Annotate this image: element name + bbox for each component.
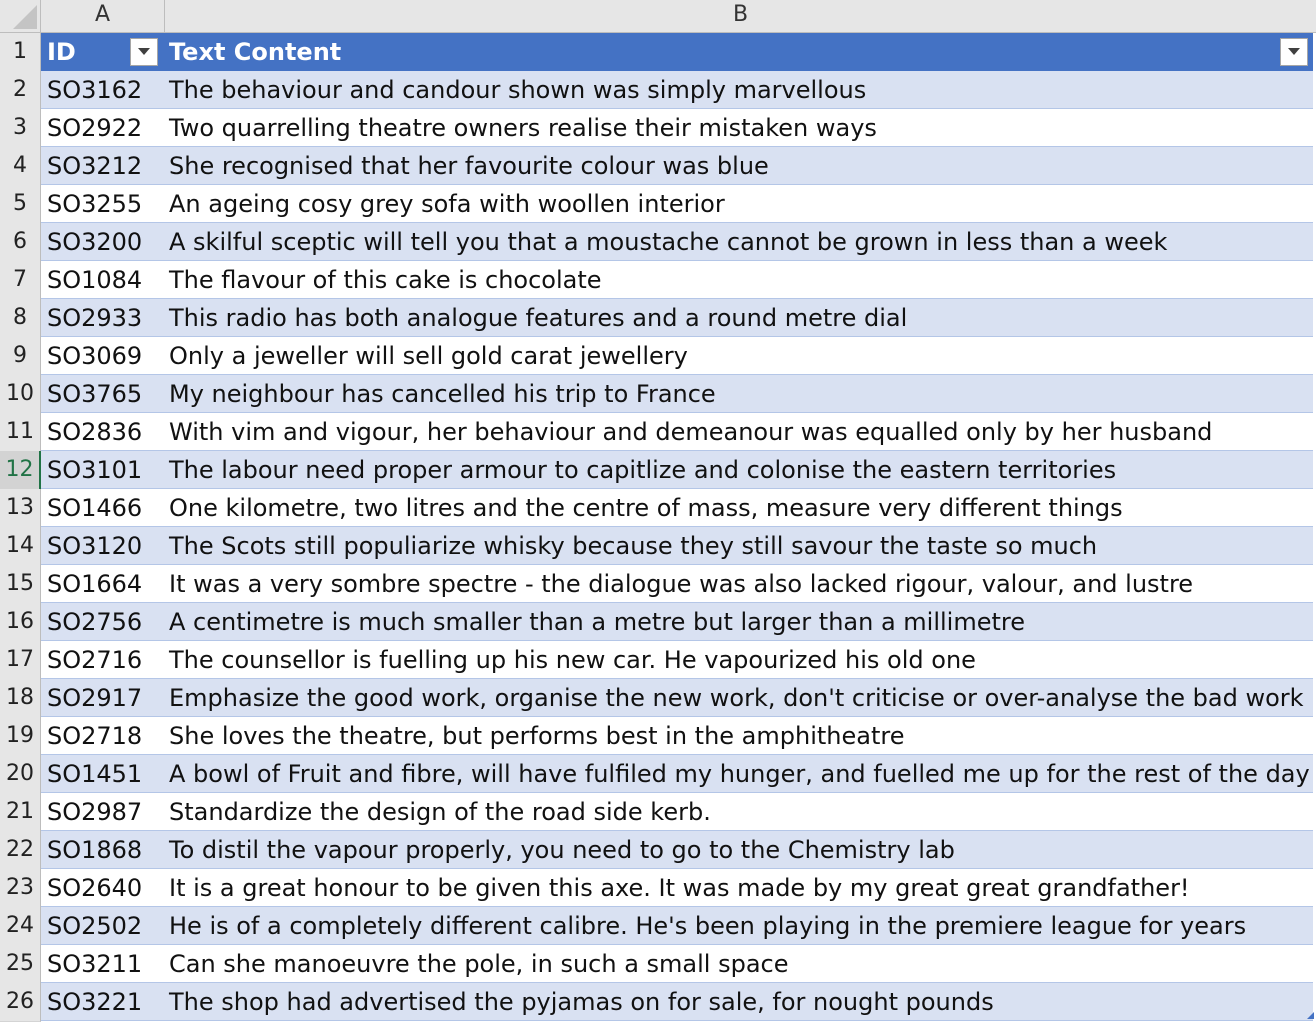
table-row xyxy=(0,147,1316,185)
cell-id[interactable]: SO3255 xyxy=(41,185,166,223)
row-number[interactable]: 5 xyxy=(0,185,41,224)
cell-text-content[interactable]: This radio has both analogue features and a round metre dial xyxy=(165,299,1313,337)
select-all-button[interactable] xyxy=(0,0,41,32)
cell-text-content[interactable]: To distil the vapour properly, you need to go to the Chemistry lab xyxy=(165,831,1313,869)
row-number[interactable]: 8 xyxy=(0,299,41,338)
table-row xyxy=(0,755,1316,793)
column-header-b[interactable]: B xyxy=(732,2,749,27)
header-text-label: Text Content xyxy=(169,38,342,66)
cell-id[interactable]: SO2836 xyxy=(41,413,166,451)
header-id-label: ID xyxy=(47,38,76,66)
row-number[interactable]: 17 xyxy=(0,641,41,680)
cell-id[interactable]: SO1664 xyxy=(41,565,166,603)
cell-text-content[interactable]: Emphasize the good work, organise the new work, don't criticise or over-analyse the bad work xyxy=(165,679,1313,717)
cell-text-content[interactable]: The behaviour and candour shown was simply marvellous xyxy=(165,71,1313,109)
select-all-icon xyxy=(13,5,37,29)
cell-id[interactable]: SO3069 xyxy=(41,337,166,375)
table-row xyxy=(0,907,1316,945)
cell-id[interactable]: SO3200 xyxy=(41,223,166,261)
cell-id[interactable]: SO3162 xyxy=(41,71,166,109)
table-row xyxy=(0,793,1316,831)
row-number[interactable]: 14 xyxy=(0,527,41,566)
row-number[interactable]: 23 xyxy=(0,869,41,908)
chevron-down-icon xyxy=(138,48,150,56)
table-row xyxy=(0,869,1316,907)
row-number[interactable]: 3 xyxy=(0,109,41,148)
cell-id[interactable]: SO1451 xyxy=(41,755,166,793)
cell-text-content[interactable]: A bowl of Fruit and fibre, will have fulfiled my hunger, and fuelled me up for the rest of the day xyxy=(165,755,1313,793)
row-number[interactable]: 25 xyxy=(0,945,41,984)
row-number[interactable]: 9 xyxy=(0,337,41,376)
table-row xyxy=(0,185,1316,223)
table-row xyxy=(0,71,1316,109)
table-row xyxy=(0,223,1316,261)
row-number[interactable]: 2 xyxy=(0,71,41,110)
cell-id[interactable]: SO3212 xyxy=(41,147,166,185)
table-row xyxy=(0,603,1316,641)
row-number[interactable]: 13 xyxy=(0,489,41,528)
cell-text-content[interactable]: It was a very sombre spectre - the dialogue was also lacked rigour, valour, and lustre xyxy=(165,565,1313,603)
cell-text-content[interactable]: The counsellor is fuelling up his new car. He vapourized his old one xyxy=(165,641,1313,679)
table-row xyxy=(0,299,1316,337)
filter-dropdown-button-text[interactable] xyxy=(1280,38,1308,66)
row-number[interactable]: 18 xyxy=(0,679,41,718)
row-number[interactable]: 16 xyxy=(0,603,41,642)
cell-id[interactable]: SO3101 xyxy=(41,451,166,489)
cell-id[interactable]: SO2987 xyxy=(41,793,166,831)
row-number[interactable]: 12 xyxy=(0,451,41,490)
table-row xyxy=(0,983,1316,1021)
cell-text-content[interactable]: An ageing cosy grey sofa with woollen interior xyxy=(165,185,1313,223)
table-row xyxy=(0,489,1316,527)
cell-text-content[interactable]: Two quarrelling theatre owners realise their mistaken ways xyxy=(165,109,1313,147)
table-header-row xyxy=(0,33,1316,71)
cell-id[interactable]: SO1868 xyxy=(41,831,166,869)
cell-id[interactable]: SO2917 xyxy=(41,679,166,717)
chevron-down-icon xyxy=(1288,48,1300,56)
column-header-bar xyxy=(0,0,1316,33)
cell-text-content[interactable]: It is a great honour to be given this axe. It was made by my great great grandfather! xyxy=(165,869,1313,907)
table-row xyxy=(0,945,1316,983)
cell-id[interactable]: SO2922 xyxy=(41,109,166,147)
header-cell-text[interactable] xyxy=(165,33,1313,71)
table-row xyxy=(0,261,1316,299)
table-row xyxy=(0,679,1316,717)
table-row xyxy=(0,413,1316,451)
cell-id[interactable]: SO2718 xyxy=(41,717,166,755)
cell-id[interactable]: SO2640 xyxy=(41,869,166,907)
row-number[interactable]: 20 xyxy=(0,755,41,794)
row-number[interactable]: 21 xyxy=(0,793,41,832)
cell-text-content[interactable]: My neighbour has cancelled his trip to France xyxy=(165,375,1313,413)
table-row xyxy=(0,451,1316,489)
cell-id[interactable]: SO2502 xyxy=(41,907,166,945)
filter-dropdown-button-id[interactable] xyxy=(130,38,158,66)
table-row xyxy=(0,375,1316,413)
row-number[interactable]: 10 xyxy=(0,375,41,414)
cell-text-content[interactable]: A centimetre is much smaller than a metre but larger than a millimetre xyxy=(165,603,1313,641)
cell-text-content[interactable]: With vim and vigour, her behaviour and demeanour was equalled only by her husband xyxy=(165,413,1313,451)
cell-id[interactable]: SO3221 xyxy=(41,983,166,1021)
row-number[interactable]: 19 xyxy=(0,717,41,756)
cell-id[interactable]: SO2716 xyxy=(41,641,166,679)
cell-id[interactable]: SO1466 xyxy=(41,489,166,527)
table-row xyxy=(0,641,1316,679)
cell-text-content[interactable]: Can she manoeuvre the pole, in such a small space xyxy=(165,945,1313,983)
table-row xyxy=(0,565,1316,603)
cell-text-content[interactable]: One kilometre, two litres and the centre of mass, measure very different things xyxy=(165,489,1313,527)
table-row xyxy=(0,109,1316,147)
cell-id[interactable]: SO2756 xyxy=(41,603,166,641)
row-number[interactable]: 15 xyxy=(0,565,41,604)
cell-text-content[interactable]: The labour need proper armour to capitlize and colonise the eastern territories xyxy=(165,451,1313,489)
cell-text-content[interactable]: A skilful sceptic will tell you that a moustache cannot be grown in less than a week xyxy=(165,223,1313,261)
row-number[interactable]: 7 xyxy=(0,261,41,300)
table-row xyxy=(0,337,1316,375)
cell-id[interactable]: SO3120 xyxy=(41,527,166,565)
cell-text-content[interactable]: Only a jeweller will sell gold carat jewellery xyxy=(165,337,1313,375)
table-row xyxy=(0,831,1316,869)
row-number[interactable]: 24 xyxy=(0,907,41,946)
row-number[interactable]: 4 xyxy=(0,147,41,186)
cell-id[interactable]: SO2933 xyxy=(41,299,166,337)
table-resize-handle[interactable] xyxy=(1307,1012,1314,1019)
cell-id[interactable]: SO3765 xyxy=(41,375,166,413)
cell-text-content[interactable]: He is of a completely different calibre. He's been playing in the premiere league for years xyxy=(165,907,1313,945)
row-number[interactable]: 11 xyxy=(0,413,41,452)
row-number[interactable]: 1 xyxy=(0,33,41,72)
row-number[interactable]: 26 xyxy=(0,983,41,1022)
cell-text-content[interactable]: She recognised that her favourite colour was blue xyxy=(165,147,1313,185)
cell-text-content[interactable]: She loves the theatre, but performs best in the amphitheatre xyxy=(165,717,1313,755)
row-number[interactable]: 6 xyxy=(0,223,41,262)
cell-id[interactable]: SO1084 xyxy=(41,261,166,299)
row-number[interactable]: 22 xyxy=(0,831,41,870)
column-header-a[interactable]: A xyxy=(41,0,165,32)
table-row xyxy=(0,717,1316,755)
table-row xyxy=(0,527,1316,565)
cell-text-content[interactable]: Standardize the design of the road side kerb. xyxy=(165,793,1313,831)
cell-text-content[interactable]: The flavour of this cake is chocolate xyxy=(165,261,1313,299)
cell-text-content[interactable]: The shop had advertised the pyjamas on for sale, for nought pounds xyxy=(165,983,1313,1021)
cell-text-content[interactable]: The Scots still populiarize whisky because they still savour the taste so much xyxy=(165,527,1313,565)
cell-id[interactable]: SO3211 xyxy=(41,945,166,983)
